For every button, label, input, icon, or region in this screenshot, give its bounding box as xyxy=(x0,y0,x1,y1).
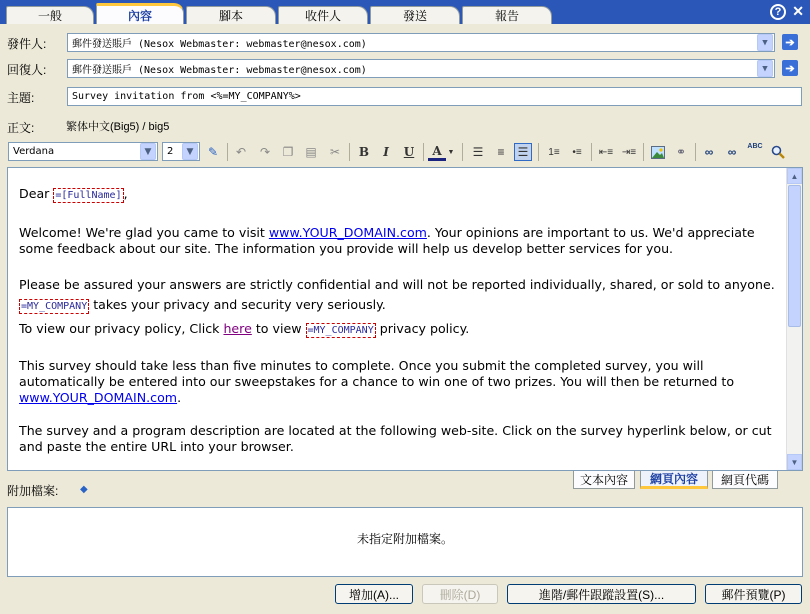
preview-zoom-icon[interactable] xyxy=(769,143,787,161)
tab-label: 網頁內容 xyxy=(649,472,698,486)
sender-value: 郵件發送賬戶 (Nesox Webmaster: webmaster@nesox.com) xyxy=(72,39,367,50)
chevron-down-icon[interactable]: ▼ xyxy=(140,143,156,160)
greeting-text: Dear xyxy=(19,186,50,201)
body-encoding-value[interactable]: 繁体中文(Big5) / big5 xyxy=(66,121,170,133)
indent-icon[interactable]: ⇥≡ xyxy=(621,146,637,158)
tab-bar xyxy=(0,0,810,24)
toolbar-divider xyxy=(538,143,539,161)
chevron-down-icon[interactable]: ▼ xyxy=(757,60,773,77)
insert-link-icon[interactable]: ⚭ xyxy=(675,145,687,159)
tab-label: 網頁代碼 xyxy=(720,473,769,487)
italic-icon[interactable]: I xyxy=(383,145,389,159)
tab-send[interactable] xyxy=(370,6,460,24)
ordered-list-icon[interactable]: 1≡ xyxy=(548,146,560,158)
policy-text-mid: to view xyxy=(251,321,306,336)
tab-content[interactable] xyxy=(96,3,184,24)
reply-to-select[interactable] xyxy=(67,59,775,78)
policy-text: To view our privacy policy, Click xyxy=(19,321,224,336)
chevron-down-icon[interactable]: ▼ xyxy=(447,148,455,156)
greeting-comma: , xyxy=(123,186,128,201)
advanced-tracking-button[interactable]: 進階/郵件跟蹤設置(S)... xyxy=(507,584,696,604)
domain-link[interactable]: www.YOUR_DOMAIN.com xyxy=(268,225,427,240)
body-encoding-label: 正文: xyxy=(7,121,35,135)
toolbar-divider xyxy=(462,143,463,161)
fullname-field[interactable]: =[FullName] xyxy=(55,190,122,201)
toolbar-divider xyxy=(423,143,424,161)
bold-icon[interactable]: B xyxy=(358,145,370,159)
spellcheck-icon[interactable] xyxy=(746,143,764,161)
reply-to-go-icon[interactable]: ➔ xyxy=(782,60,798,76)
tab-html-source[interactable] xyxy=(712,471,778,489)
toolbar-divider xyxy=(695,143,696,161)
tab-label: 一般 xyxy=(37,9,62,23)
subject-value: Survey invitation from <%=MY_COMPANY%> xyxy=(72,91,301,102)
add-attachment-button[interactable]: 增加(A)... xyxy=(335,584,413,604)
subject-input[interactable] xyxy=(67,87,802,106)
scrollbar-thumb[interactable] xyxy=(788,185,801,327)
align-center-icon[interactable]: ≡ xyxy=(497,145,505,159)
editor-scrollbar[interactable] xyxy=(786,168,802,470)
paragraph-survey xyxy=(19,358,781,406)
scroll-up-icon[interactable]: ▲ xyxy=(787,168,802,184)
attachments-list[interactable] xyxy=(7,507,803,577)
editor-content[interactable] xyxy=(19,186,781,455)
welcome-text-tail: . Your opinions are important to us. We'd appreciate some feedback about our site. The information you provide will help us develop better services for you. xyxy=(19,225,755,256)
attachments-empty-text: 未指定附加檔案。 xyxy=(356,532,453,546)
redo-icon[interactable]: ↷ xyxy=(259,145,271,159)
font-size-select[interactable] xyxy=(162,142,200,161)
align-right-icon[interactable]: ☰ xyxy=(514,143,532,161)
tab-label: 內容 xyxy=(127,8,152,23)
here-link[interactable]: here xyxy=(223,321,252,336)
underline-icon[interactable]: U xyxy=(403,145,415,159)
tab-text-content[interactable] xyxy=(573,471,635,489)
company-field[interactable]: =MY_COMPANY xyxy=(307,325,374,336)
sender-go-icon[interactable]: ➔ xyxy=(782,34,798,50)
replace-icon[interactable]: ∞ xyxy=(727,145,737,159)
cut-icon[interactable]: ✂ xyxy=(329,145,341,159)
unordered-list-icon[interactable]: •≡ xyxy=(572,146,582,158)
font-color-icon[interactable]: A xyxy=(428,143,446,161)
toolbar-divider xyxy=(227,143,228,161)
tab-general[interactable] xyxy=(6,6,94,24)
company-field[interactable]: =MY_COMPANY xyxy=(21,301,88,312)
find-icon[interactable]: ∞ xyxy=(704,145,714,159)
font-family-value: Verdana xyxy=(13,146,55,157)
copy-icon[interactable]: ❐ xyxy=(282,145,294,159)
preview-mail-button[interactable]: 郵件預覽(P) xyxy=(705,584,802,604)
tab-label: 文本內容 xyxy=(579,473,628,487)
delete-attachment-button[interactable]: 刪除(D) xyxy=(422,584,498,604)
tab-label: 發送 xyxy=(402,9,427,23)
tab-recipients[interactable] xyxy=(278,6,368,24)
sender-label: 發件人: xyxy=(7,37,47,51)
survey-text-tail: . xyxy=(177,390,182,405)
help-icon[interactable]: ? xyxy=(770,4,786,20)
welcome-text: Welcome! We're glad you came to visit xyxy=(19,225,269,240)
html-editor[interactable] xyxy=(7,167,803,471)
font-size-value: 2 xyxy=(167,146,174,157)
privacy-text: Please be assured your answers are strictly confidential and will not be reported individually, shared, or sold to anyone. xyxy=(19,277,775,292)
toolbar-divider xyxy=(643,143,644,161)
paragraph-welcome xyxy=(19,225,781,257)
undo-icon[interactable]: ↶ xyxy=(235,145,247,159)
paragraph-privacy xyxy=(19,275,781,317)
scroll-down-icon[interactable]: ▼ xyxy=(787,454,802,470)
policy-text-tail: privacy policy. xyxy=(375,321,470,336)
tab-label: 收件人 xyxy=(304,9,341,23)
reply-to-value: 郵件發送賬戶 (Nesox Webmaster: webmaster@nesox.com) xyxy=(72,65,367,76)
spellcheck-label: ABC xyxy=(747,143,763,150)
toolbar-divider xyxy=(349,143,350,161)
outdent-icon[interactable]: ⇤≡ xyxy=(598,146,614,158)
insert-field-icon[interactable]: ✎ xyxy=(207,145,219,159)
survey-text: This survey should take less than five minutes to complete. Once you submit the completed survey, you will automatically be entered into our sweepstakes for a chance to win one of two prizes. You will then be returned to xyxy=(19,358,735,389)
paste-icon[interactable]: ▤ xyxy=(305,145,317,159)
chevron-down-icon[interactable]: ▼ xyxy=(757,34,773,51)
paragraph-location: The survey and a program description are located at the following web-site. Click on the survey hyperlink below, or cut and paste the entire URL into your browser. xyxy=(19,423,772,454)
privacy-text-tail: takes your privacy and security very seriously. xyxy=(89,297,386,312)
tab-label: 報告 xyxy=(494,9,519,23)
tab-script[interactable] xyxy=(186,6,276,24)
chevron-down-icon[interactable]: ▼ xyxy=(182,143,198,160)
sender-select[interactable] xyxy=(67,33,775,52)
reply-to-label: 回復人: xyxy=(7,63,47,77)
attachments-label: 附加檔案: xyxy=(7,484,59,498)
close-icon[interactable]: ✕ xyxy=(792,3,804,19)
tab-label: 腳本 xyxy=(218,9,243,23)
attachments-expand-icon[interactable]: ◆ xyxy=(80,484,88,495)
insert-image-icon[interactable] xyxy=(649,143,667,161)
toolbar-divider xyxy=(591,143,592,161)
tab-report[interactable] xyxy=(462,6,552,24)
domain-link[interactable]: www.YOUR_DOMAIN.com xyxy=(19,390,178,405)
subject-label: 主題: xyxy=(7,91,35,105)
paragraph-policy xyxy=(19,319,781,341)
align-left-icon[interactable]: ☰ xyxy=(472,145,484,159)
tab-html-content[interactable] xyxy=(640,471,708,489)
greeting-line xyxy=(19,186,781,204)
font-family-select[interactable] xyxy=(8,142,158,161)
